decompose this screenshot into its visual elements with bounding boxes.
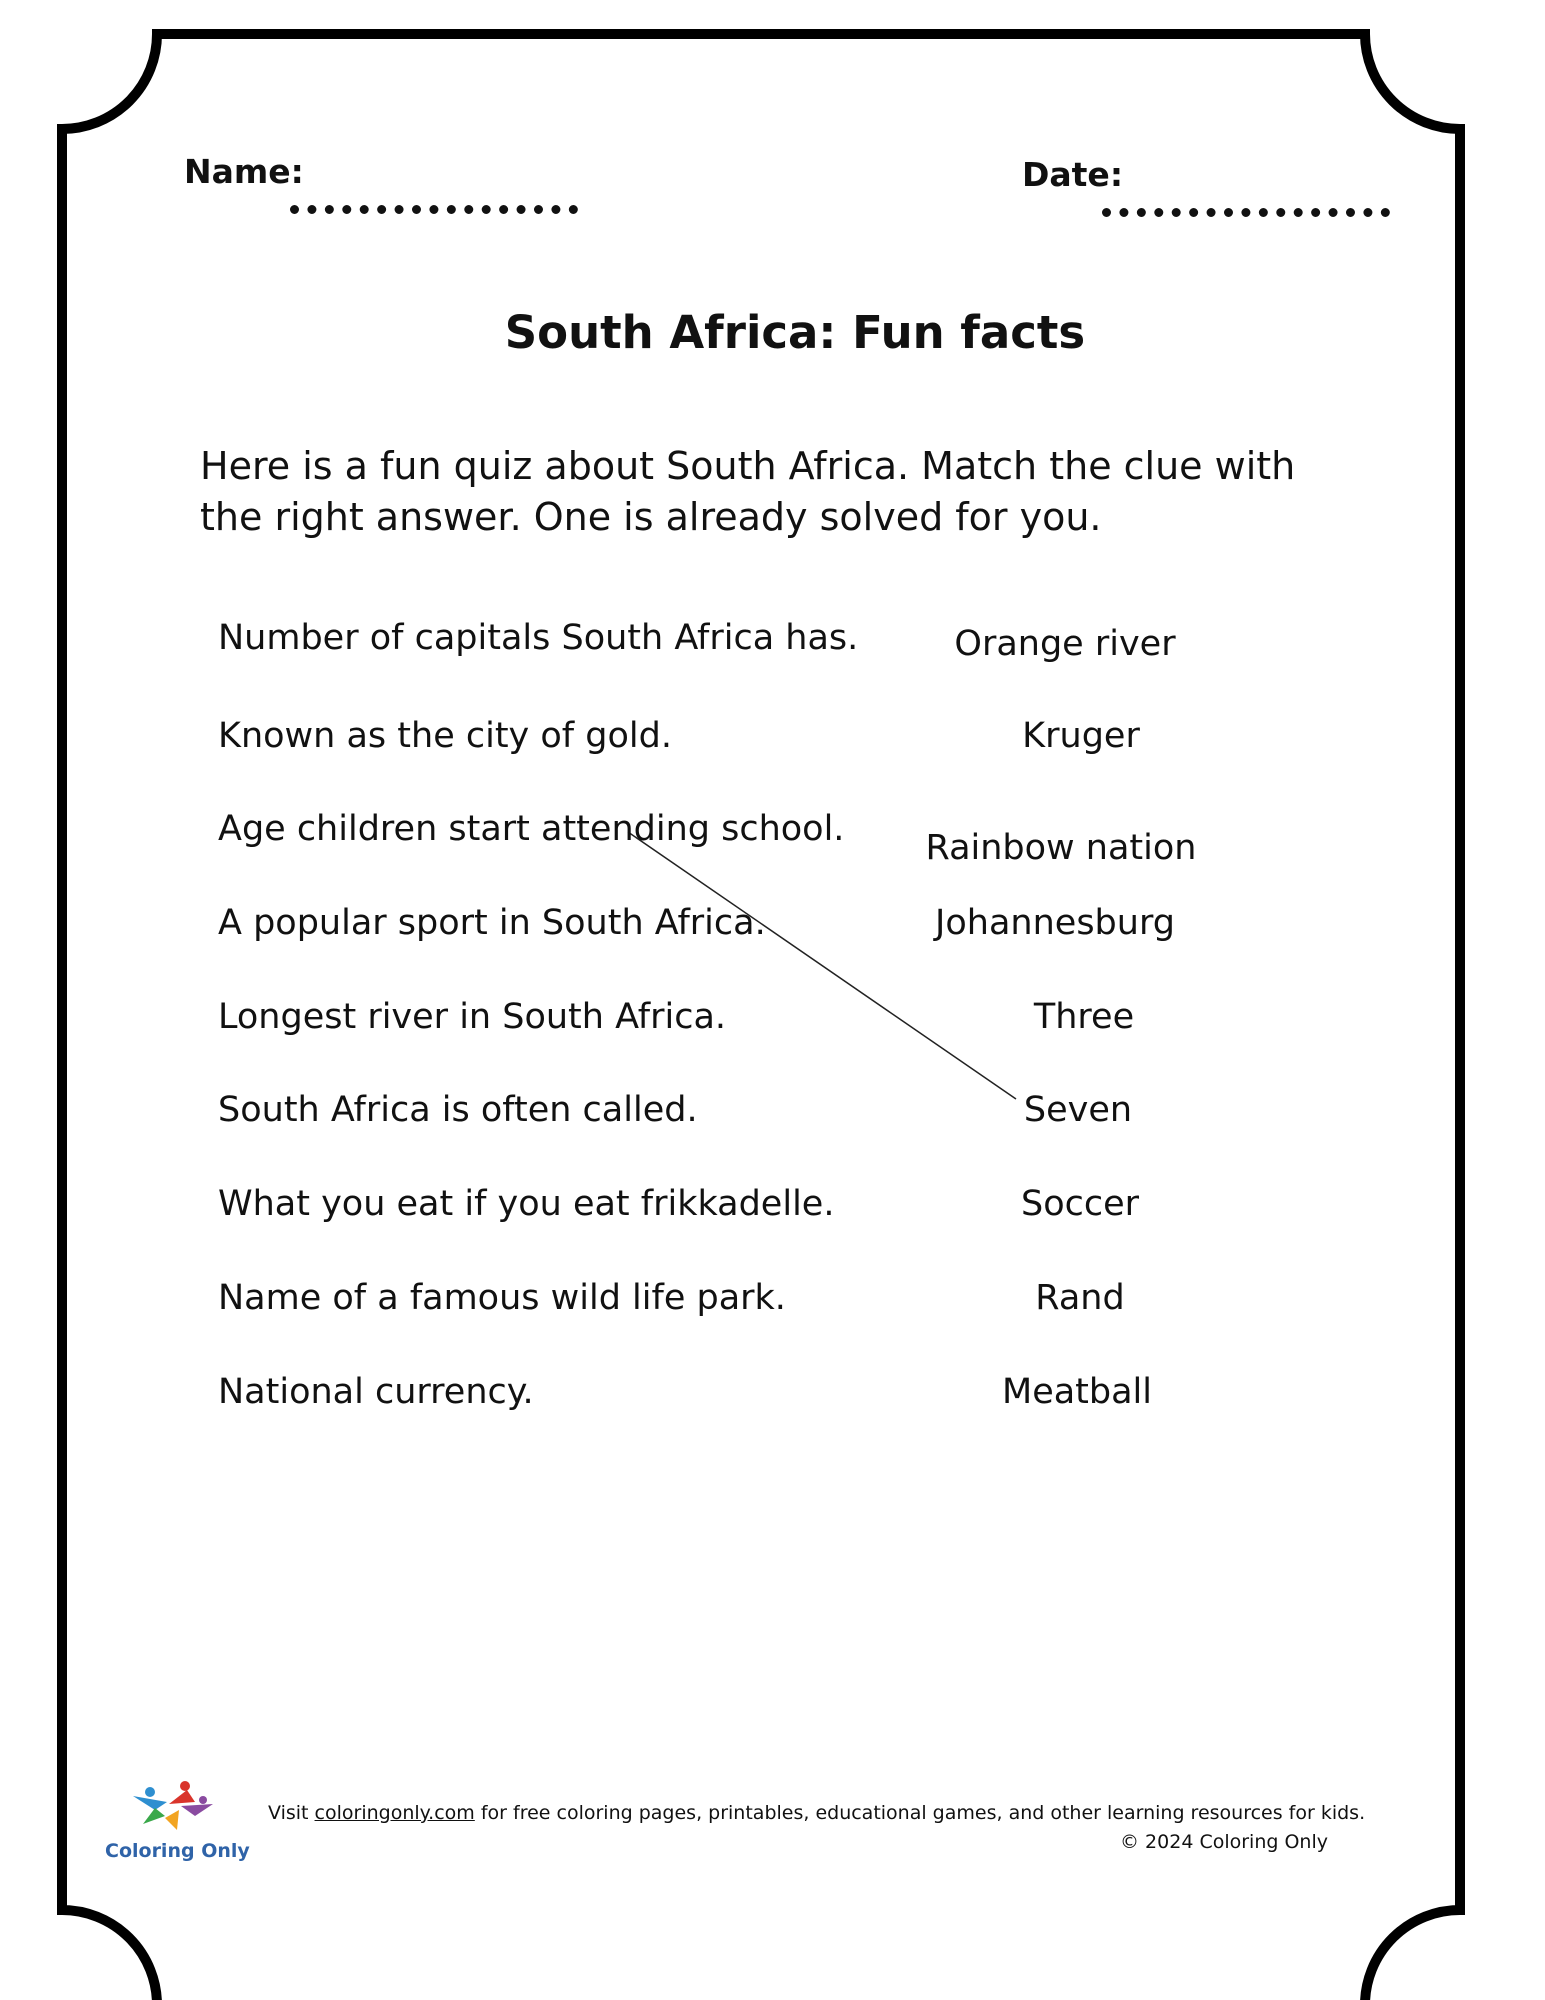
answer-item: Three (1033, 997, 1135, 1037)
clue-item: Number of capitals South Africa has. (218, 618, 859, 658)
clue-item: What you eat if you eat frikkadelle. (218, 1184, 835, 1224)
answer-item: Seven (1023, 1090, 1133, 1130)
name-label: Name: (184, 152, 304, 191)
footer-prefix: Visit (268, 1802, 315, 1824)
date-field[interactable] (1102, 208, 1390, 217)
copyright: © 2024 Coloring Only (1120, 1831, 1328, 1853)
clue-item: Known as the city of gold. (218, 716, 672, 756)
coloring-only-logo-icon (125, 1780, 215, 1836)
answer-item: Orange river (954, 624, 1176, 664)
answer-item: Kruger (1022, 716, 1140, 756)
clue-item: Longest river in South Africa. (218, 997, 727, 1037)
logo-text: Coloring Only (105, 1840, 250, 1862)
clue-item: South Africa is often called. (218, 1090, 698, 1130)
name-field[interactable] (290, 205, 578, 214)
answer-item: Meatball (1001, 1372, 1153, 1412)
footer-link[interactable]: coloringonly.com (314, 1802, 475, 1824)
date-label: Date: (1022, 155, 1124, 194)
answer-item: Rand (1035, 1278, 1125, 1318)
answer-item: Soccer (1020, 1184, 1140, 1224)
answer-item: Johannesburg (935, 903, 1175, 943)
clue-item: A popular sport in South Africa. (218, 903, 766, 943)
footer-text (268, 1802, 1365, 1824)
solved-example-line (628, 832, 1016, 1099)
clue-item: Name of a famous wild life park. (218, 1278, 786, 1318)
page-title: South Africa: Fun facts (504, 306, 1086, 359)
answer-item: Rainbow nation (925, 828, 1197, 868)
instructions: Here is a fun quiz about South Africa. Match the clue with the right answer. One is already solved for you. (200, 444, 1296, 539)
clue-item: National currency. (218, 1372, 534, 1412)
clue-item: Age children start attending school. (218, 809, 845, 849)
footer-suffix: for free coloring pages, printables, educational games, and other learning resources for kids. (474, 1802, 1366, 1824)
